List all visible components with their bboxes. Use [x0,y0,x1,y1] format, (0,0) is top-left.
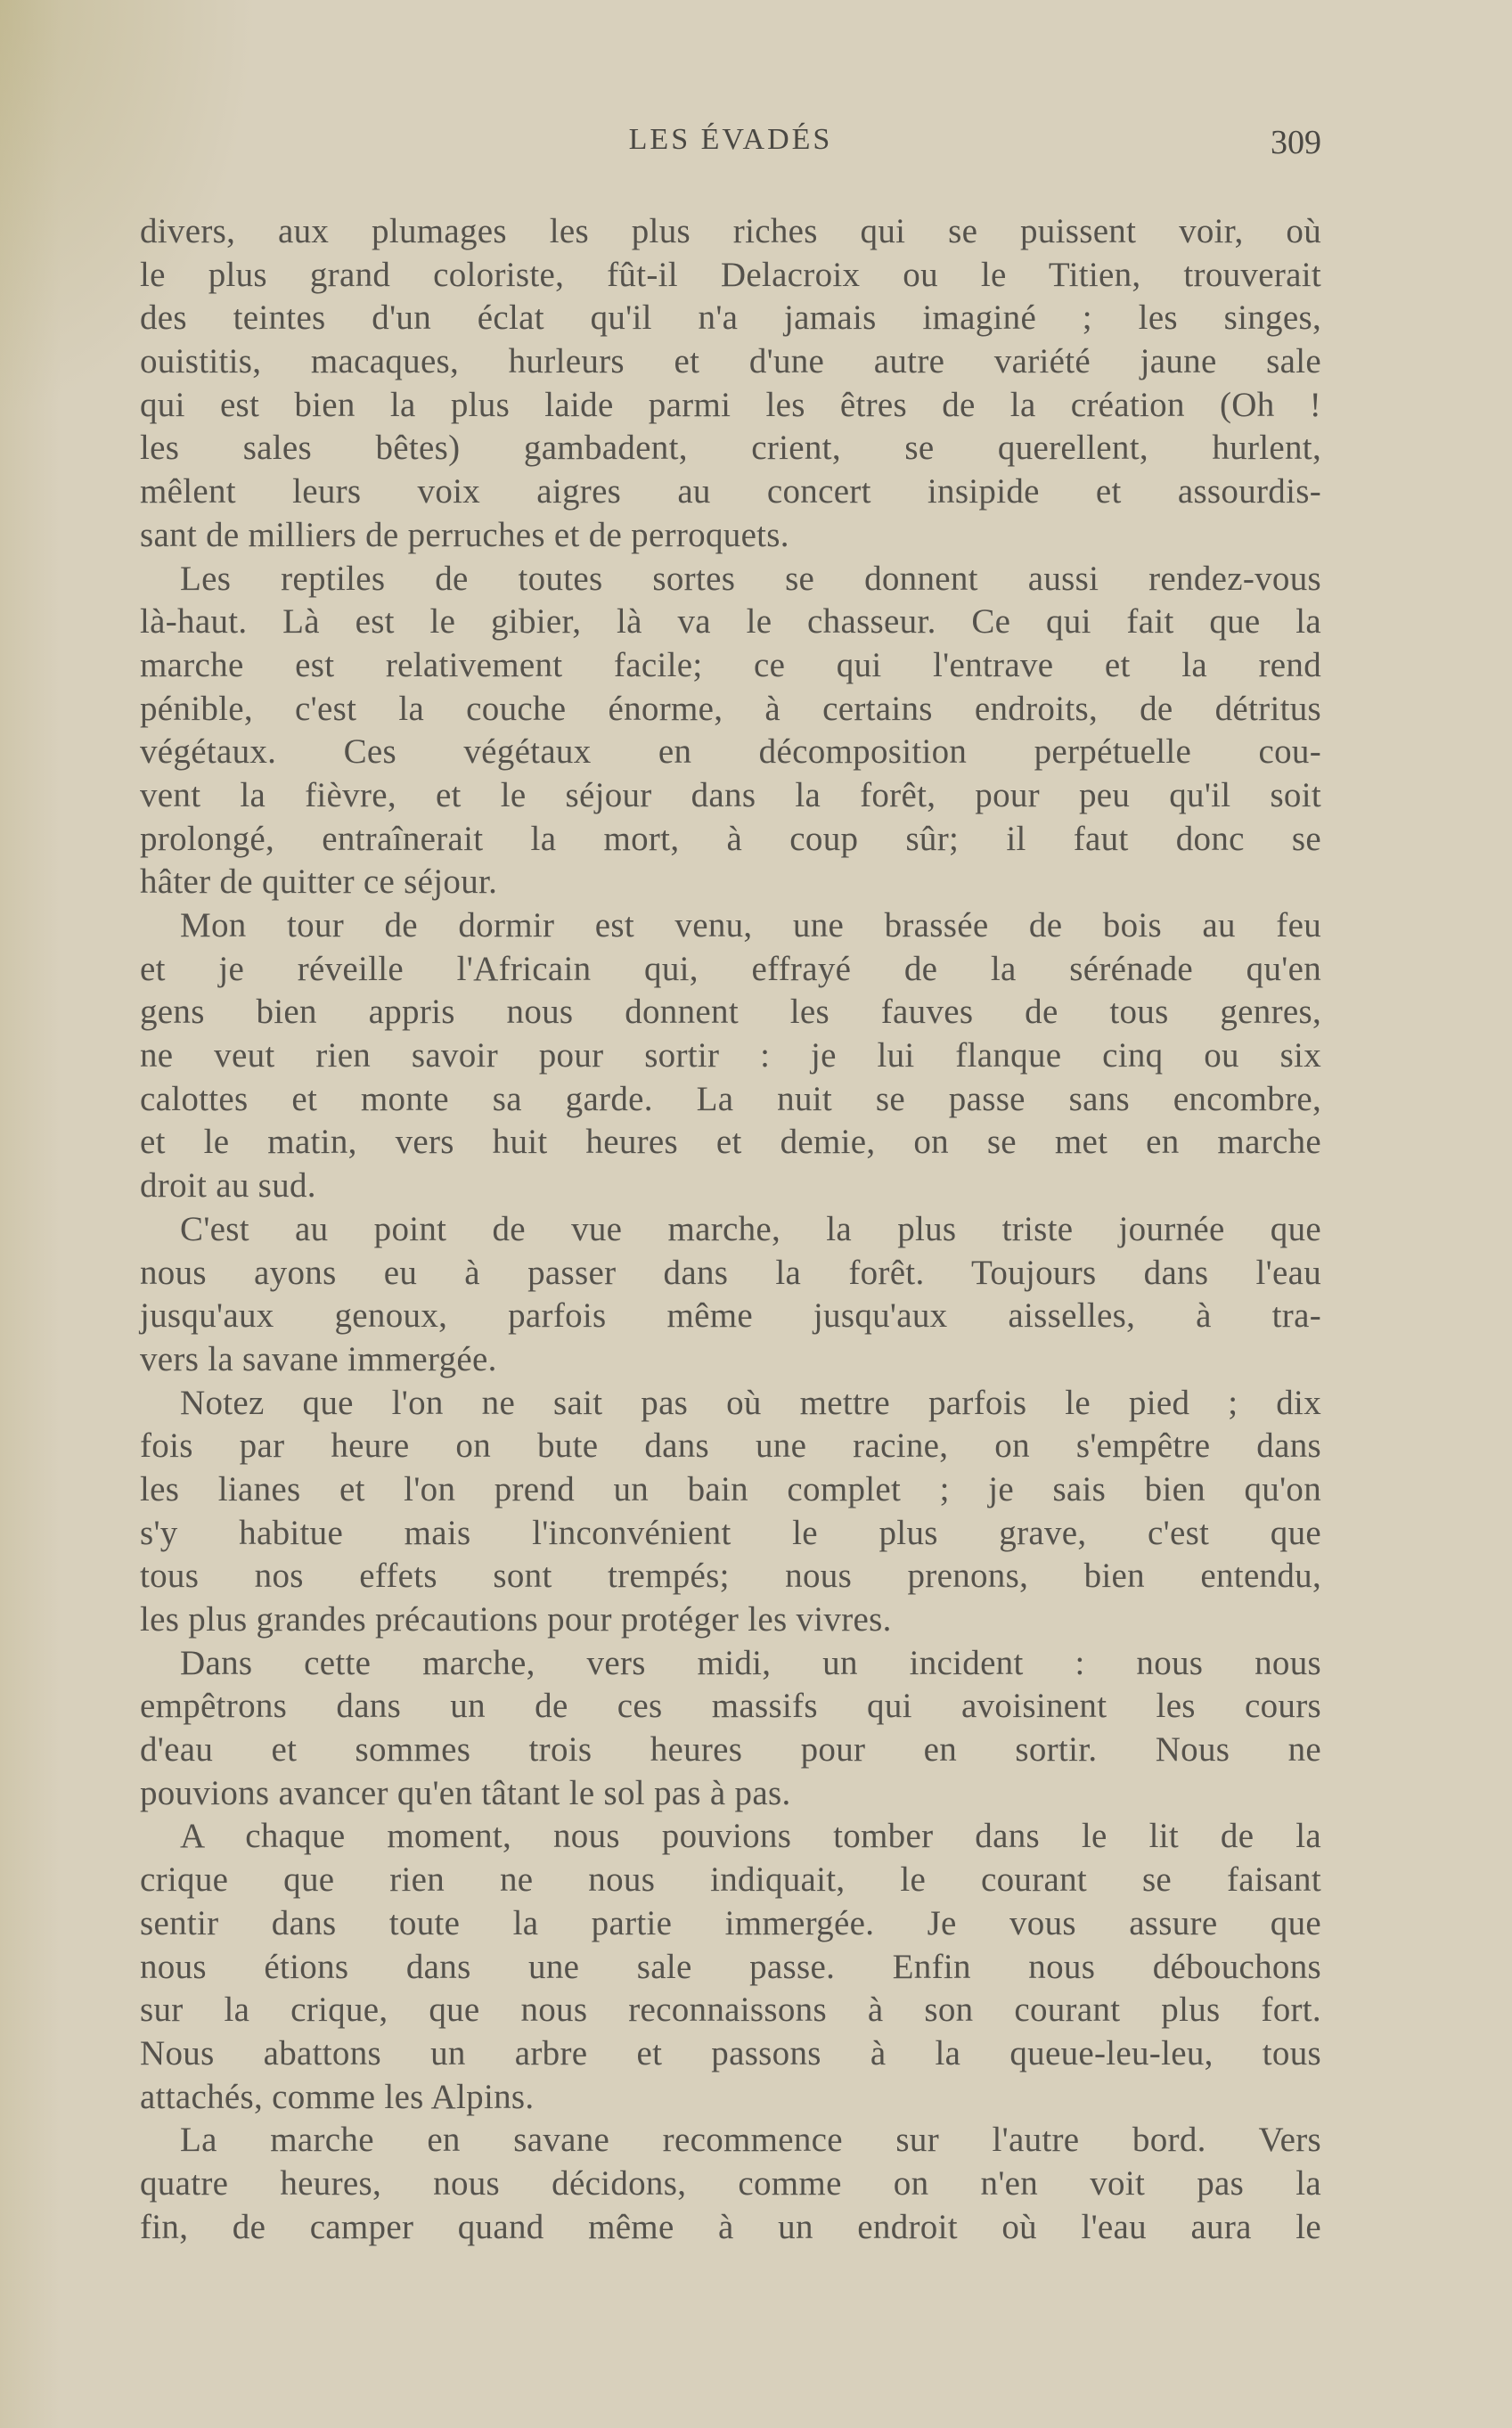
text-line: là-haut. Là est le gibier, là va le chasseur. Ce qui fait que la [140,602,1321,642]
text-line: nous étions dans une sale passe. Enfin nous débouchons [140,1947,1321,1986]
text-line: les lianes et l'on prend un bain complet ; je sais bien qu'on [140,1469,1321,1508]
text-line: mêlent leurs voix aigres au concert insipide et assourdis- [140,472,1321,511]
text-line: le plus grand coloriste, fût-il Delacroix ou le Titien, trouverait [140,255,1321,294]
text-line: s'y habitue mais l'inconvénient le plus grave, c'est que [140,1513,1321,1552]
text-line: qui est bien la plus laide parmi les êtres de la création (Oh ! [140,385,1321,424]
text-line: végétaux. Ces végétaux en décomposition perpétuelle cou- [140,732,1321,772]
page-number: 309 [1271,124,1321,161]
text-line: attachés, comme les Alpins. [140,2077,535,2116]
text-line: droit au sud. [140,1166,316,1206]
text-line: ouistitis, macaques, hurleurs et d'une autre variété jaune sale [140,342,1321,381]
text-line: Notez que l'on ne sait pas où mettre parfois le pied ; dix [180,1383,1321,1422]
body-text [140,210,1321,2249]
text-line: fin, de camper quand même à un endroit où l'eau aura le [140,2207,1321,2246]
paragraph [140,2119,1321,2249]
text-line: d'eau et sommes trois heures pour en sortir. Nous ne [140,1730,1321,1770]
text-line: crique que rien ne nous indiquait, le courant se faisant [140,1860,1321,1900]
text-line: sur la crique, que nous reconnaissons à son courant plus fort. [140,1991,1321,2030]
text-line: fois par heure on bute dans une racine, on s'empêtre dans [140,1427,1321,1466]
text-line: sentir dans toute la partie immergée. Je vous assure que [140,1903,1321,1942]
text-line: les plus grandes précautions pour protéger les vivres. [140,1600,892,1639]
text-line: calottes et monte sa garde. La nuit se passe sans encombre, [140,1079,1321,1118]
text-line: marche est relativement facile; ce qui l'entrave et la rend [140,645,1321,684]
text-line: prolongé, entraînerait la mort, à coup sûr; il faut donc se [140,819,1321,858]
paragraph [140,1642,1321,1816]
paragraph [140,1815,1321,2119]
text-line: Nous abattons un arbre et passons à la queue-leu-leu, tous [140,2033,1321,2072]
running-title: LES ÉVADÉS [628,123,833,156]
text-line: jusqu'aux genoux, parfois même jusqu'aux aisselles, à tra- [140,1296,1321,1336]
text-line: et je réveille l'Africain qui, effrayé de la sérénade qu'en [140,949,1321,988]
text-line: les sales bêtes) gambadent, crient, se querellent, hurlent, [140,429,1321,468]
text-line: tous nos effets sont trempés; nous prenons, bien entendu, [140,1557,1321,1596]
paragraph [140,1208,1321,1382]
text-line: pouvions avancer qu'en tâtant le sol pas à pas. [140,1773,791,1812]
text-line: vers la savane immergée. [140,1339,497,1378]
text-line: quatre heures, nous décidons, comme on n'en voit pas la [140,2163,1321,2203]
text-line: A chaque moment, nous pouvions tomber dans le lit de la [180,1817,1321,1856]
text-line: Dans cette marche, vers midi, un incident : nous nous [180,1643,1321,1682]
text-line: vent la fièvre, et le séjour dans la forêt, pour peu qu'il soit [140,775,1321,814]
text-line: empêtrons dans un de ces massifs qui avoisinent les cours [140,1687,1321,1726]
text-line: La marche en savane recommence sur l'autre bord. Vers [180,2121,1321,2160]
text-line: ne veut rien savoir pour sortir : je lui flanque cinq ou six [140,1036,1321,1075]
text-line: hâter de quitter ce séjour. [140,862,498,902]
text-line: C'est au point de vue marche, la plus triste journée que [180,1209,1321,1248]
paragraph [140,210,1321,558]
text-line: divers, aux plumages les plus riches qui se puissent voir, où [140,212,1321,250]
text-line: pénible, c'est la couche énorme, à certains endroits, de détritus [140,689,1321,728]
text-line: sant de milliers de perruches et de perroquets. [140,515,789,554]
paragraph [140,904,1321,1208]
text-line: Les reptiles de toutes sortes se donnent aussi rendez-vous [180,559,1321,598]
text-line: et le matin, vers huit heures et demie, on se met en marche [140,1123,1321,1162]
text-line: nous ayons eu à passer dans la forêt. Toujours dans l'eau [140,1253,1321,1292]
text-line: gens bien appris nous donnent les fauves de tous genres, [140,993,1321,1032]
text-line: des teintes d'un éclat qu'il n'a jamais imaginé ; les singes, [140,298,1321,338]
text-line: Mon tour de dormir est venu, une brassée de bois au feu [180,906,1321,944]
paragraph [140,558,1321,905]
paragraph [140,1382,1321,1642]
running-head [140,123,1321,168]
